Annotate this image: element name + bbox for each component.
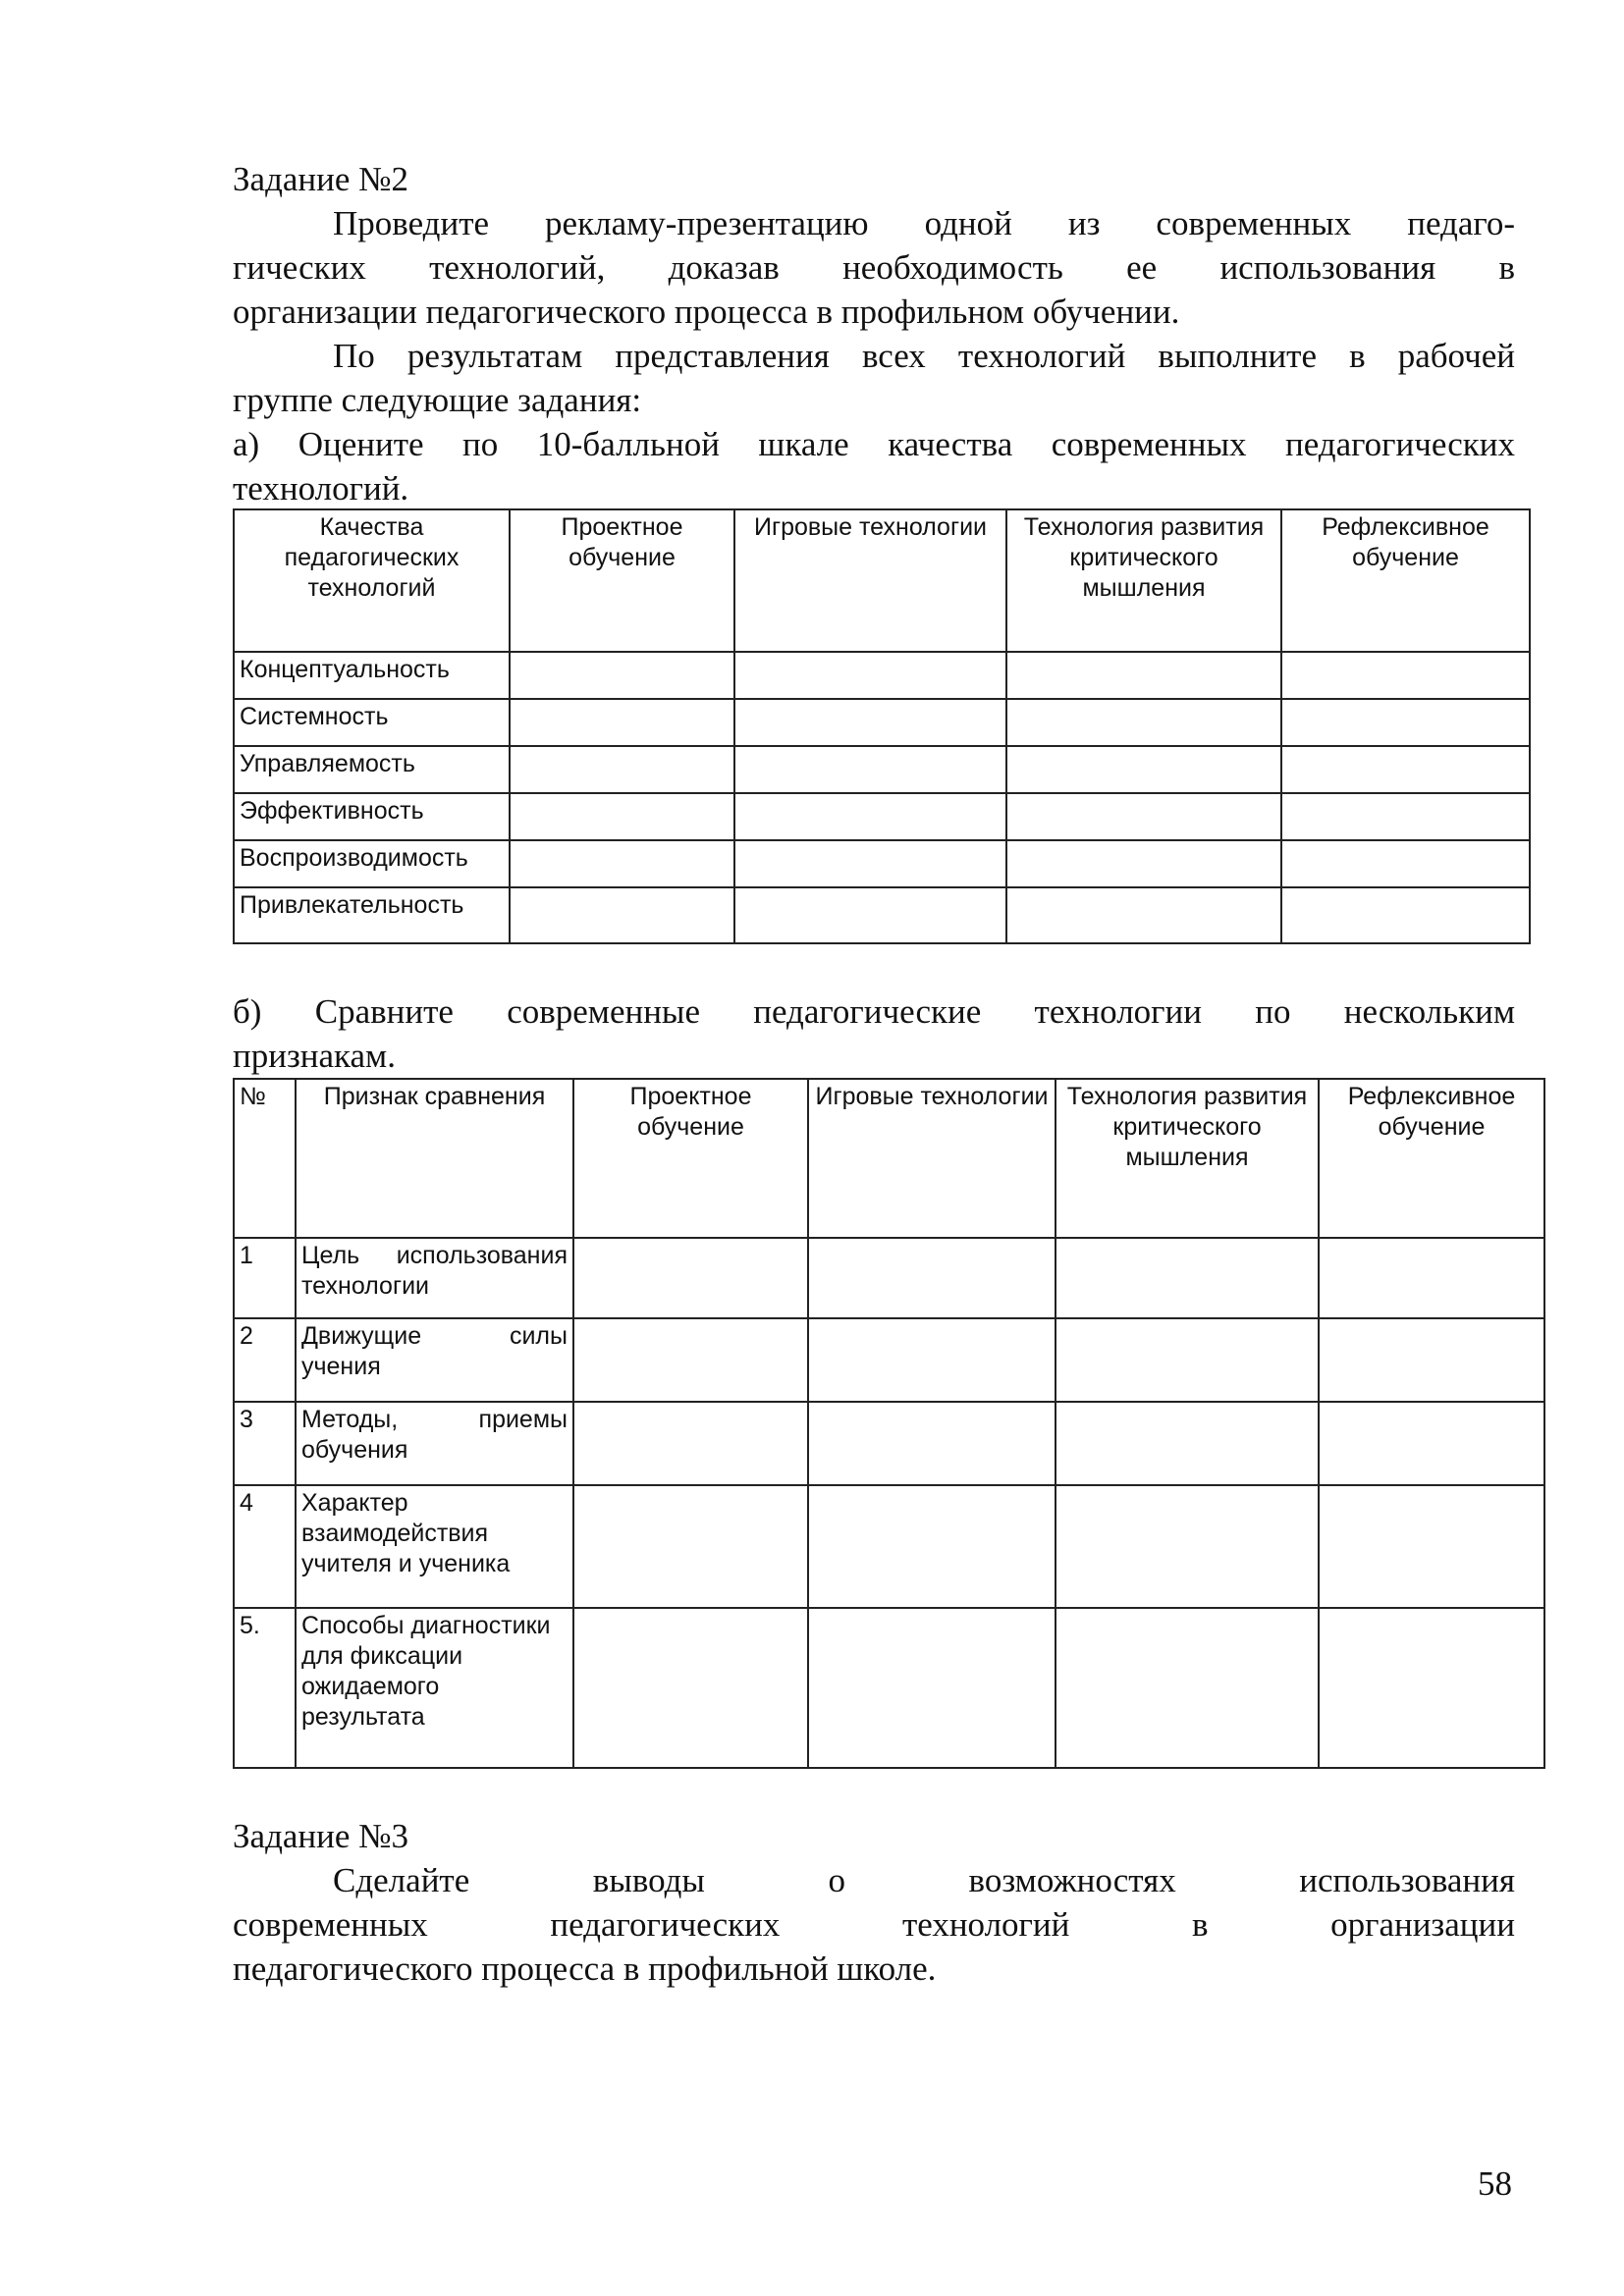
row-number: 1 [234,1238,296,1318]
task3-line3: педагогического процесса в профильной школе. [233,1949,937,1988]
table1-header-row [234,509,1530,652]
quality-name: Концептуальность [234,652,510,699]
comparison-cell[interactable] [1319,1402,1544,1485]
task2-para1-line3: организации педагогического процесса в профильном обучении. [233,293,1180,331]
feature-name: Характер взаимодействия учителя и ученика [296,1485,573,1608]
table-row [234,793,1530,840]
rating-cell[interactable] [510,652,734,699]
table1-header-critical: Технология развития критического мышления [1006,509,1281,652]
comparison-cell[interactable] [808,1238,1056,1318]
comparison-cell[interactable] [1056,1608,1319,1768]
comparison-cell[interactable] [808,1608,1056,1768]
table2-header-reflexive: Рефлексивное обучение [1319,1079,1544,1238]
comparison-cell[interactable] [1056,1402,1319,1485]
table-row [234,1318,1544,1402]
rating-cell[interactable] [1281,746,1530,793]
quality-name: Привлекательность [234,887,510,943]
comparison-cell[interactable] [1056,1238,1319,1318]
rating-cell[interactable] [1006,699,1281,746]
table2-header-critical: Технология развития критического мышления [1056,1079,1319,1238]
item-b-line2: признакам. [233,1037,396,1075]
quality-name: Воспроизводимость [234,840,510,887]
table-row [234,887,1530,943]
rating-cell[interactable] [734,840,1006,887]
rating-cell[interactable] [510,699,734,746]
rating-cell[interactable] [1006,793,1281,840]
row-number: 4 [234,1485,296,1608]
table2-header-row [234,1079,1544,1238]
rating-cell[interactable] [734,652,1006,699]
rating-cell[interactable] [510,793,734,840]
task3-title: Задание №3 [233,1817,409,1855]
feature-name: Способы диагностики для фиксации ожидаемого результата [296,1608,573,1768]
row-number: 5. [234,1608,296,1768]
comparison-cell[interactable] [573,1238,808,1318]
task3-line2: современных педагогических технологий в организации [233,1905,1515,1944]
rating-cell[interactable] [1006,887,1281,943]
item-a-line1: а) Оцените по 10-балльной шкале качества современных педагогических [233,425,1515,463]
table2-header-num: № [234,1079,296,1238]
table1-header-game: Игровые технологии [734,509,1006,652]
comparison-cell[interactable] [808,1485,1056,1608]
item-a-line2: технологий. [233,469,409,507]
table2-header-feature: Признак сравнения [296,1079,573,1238]
rating-cell[interactable] [734,793,1006,840]
table-row [234,1485,1544,1608]
table2-header-project: Проектное обучение [573,1079,808,1238]
rating-cell[interactable] [1281,652,1530,699]
table1-header-reflexive: Рефлексивное обучение [1281,509,1530,652]
table-row [234,699,1530,746]
comparison-cell[interactable] [1319,1485,1544,1608]
table-row [234,840,1530,887]
table-row [234,1608,1544,1768]
item-b-line1: б) Сравните современные педагогические технологии по нескольким [233,992,1515,1031]
comparison-cell[interactable] [573,1318,808,1402]
comparison-cell[interactable] [1319,1608,1544,1768]
table1-header-project: Проектное обучение [510,509,734,652]
comparison-cell[interactable] [573,1608,808,1768]
rating-cell[interactable] [734,699,1006,746]
row-number: 2 [234,1318,296,1402]
rating-cell[interactable] [510,840,734,887]
page-number: 58 [1478,2164,1512,2203]
quality-name: Эффективность [234,793,510,840]
feature-name: Цель использования технологии [296,1238,573,1318]
rating-cell[interactable] [1006,840,1281,887]
comparison-cell[interactable] [808,1318,1056,1402]
quality-rating-table [233,508,1531,944]
rating-cell[interactable] [510,746,734,793]
table-row [234,1402,1544,1485]
task2-title: Задание №2 [233,160,409,198]
quality-name: Системность [234,699,510,746]
comparison-cell[interactable] [1319,1318,1544,1402]
rating-cell[interactable] [510,887,734,943]
task2-para2-line2: группе следующие задания: [233,381,642,419]
comparison-cell[interactable] [808,1402,1056,1485]
rating-cell[interactable] [1281,793,1530,840]
feature-name: Движущие силы учения [296,1318,573,1402]
rating-cell[interactable] [1281,840,1530,887]
comparison-cell[interactable] [1319,1238,1544,1318]
row-number: 3 [234,1402,296,1485]
task3-line1: Сделайте выводы о возможностях использования [333,1861,1515,1899]
task2-para2-line1: По результатам представления всех технологий выполните в рабочей [333,337,1515,375]
rating-cell[interactable] [1281,887,1530,943]
task2-para1-line1: Проведите рекламу-презентацию одной из современных педаго- [333,204,1515,242]
table1-header-quality: Качества педагогических технологий [234,509,510,652]
feature-name: Методы, приемы обучения [296,1402,573,1485]
comparison-cell[interactable] [573,1402,808,1485]
rating-cell[interactable] [734,746,1006,793]
table2-header-game: Игровые технологии [808,1079,1056,1238]
comparison-table [233,1078,1545,1769]
rating-cell[interactable] [1006,746,1281,793]
table-row [234,746,1530,793]
table-row [234,1238,1544,1318]
rating-cell[interactable] [1281,699,1530,746]
rating-cell[interactable] [734,887,1006,943]
table-row [234,652,1530,699]
comparison-cell[interactable] [573,1485,808,1608]
rating-cell[interactable] [1006,652,1281,699]
comparison-cell[interactable] [1056,1318,1319,1402]
quality-name: Управляемость [234,746,510,793]
task2-para1-line2: гических технологий, доказав необходимость ее использования в [233,248,1515,287]
comparison-cell[interactable] [1056,1485,1319,1608]
